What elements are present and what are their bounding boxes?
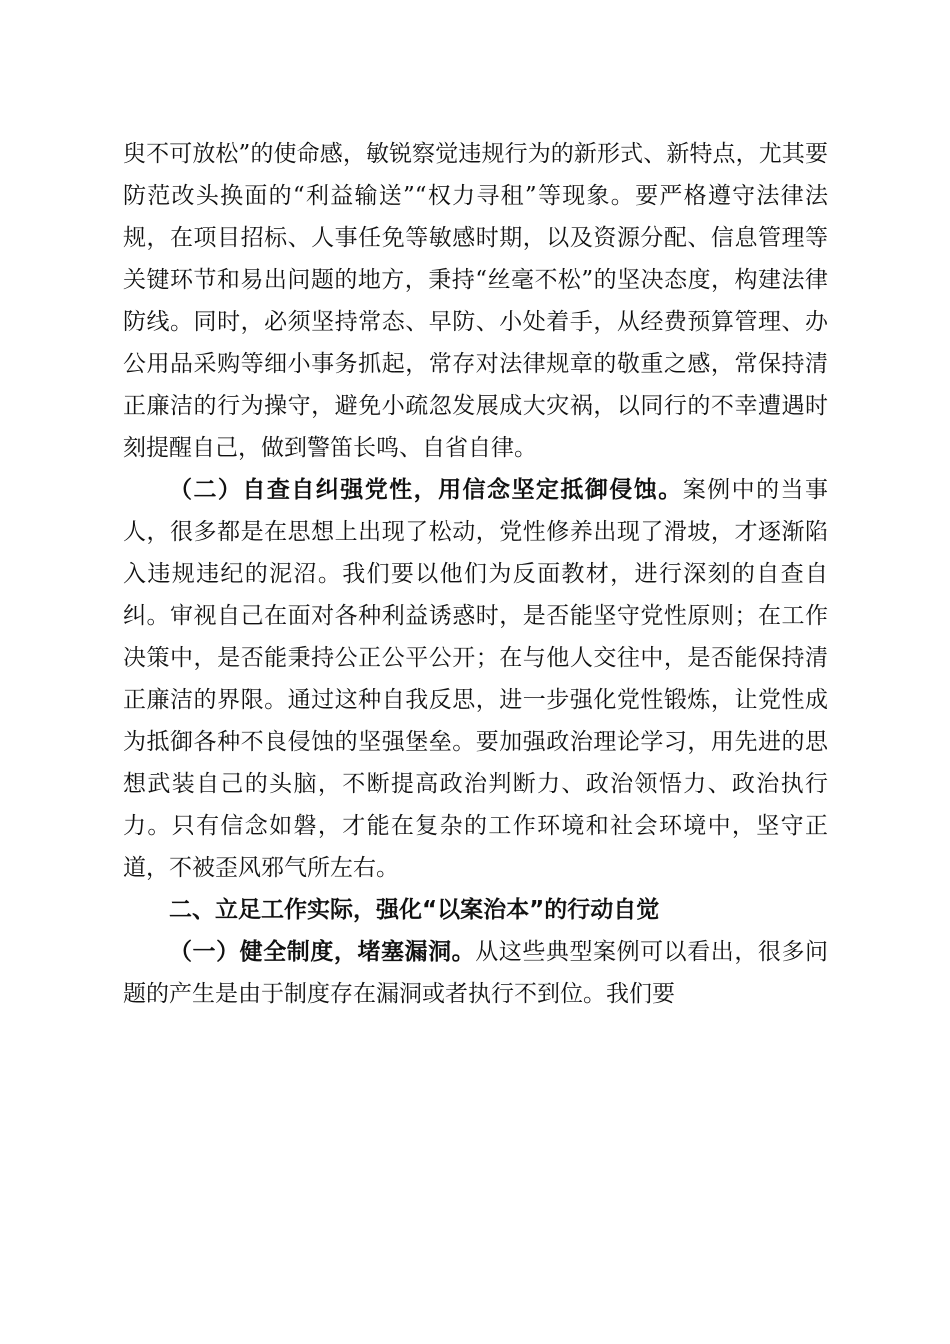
section-heading-two: 二、立足工作实际，强化“以案治本”的行动自觉 — [169, 897, 660, 923]
paragraph-body-improve-system: 从这些典型案例可以看出，很多问题的产生是由于制度存在漏洞或者执行不到位。我们要 — [123, 939, 829, 1007]
paragraph-lead-improve-system: （一）健全制度，堵塞漏洞。 — [169, 938, 476, 965]
paragraph-warning-continued: 臾不可放松”的使命感，敏锐察觉违规行为的新形式、新特点，尤其要防范改头换面的“利益输送”“权力寻租”等现象。要严格遵守法律法规，在项目招标、人事任免等敏感时期，以及资源分配、信息管理等关键环节和易出问题的地方，秉持“丝毫不松”的坚决态度，构建法律防线。同时，必须坚持常态、早防、小处着手，从经费预算管理、办公用品采购等细小事务抓起，常存对法律规章的敬重之感，常保持清正廉洁的行为操守，避免小疏忽发展成大灾祸，以同行的不幸遭遇时刻提醒自己，做到警笛长鸣、自省自律。 — [123, 141, 828, 461]
paragraph-body-self-inspection: 案例中的当事人，很多都是在思想上出现了松动，党性修养出现了滑坡，才逐渐陷入违规违纪的泥沼。我们要以他们为反面教材，进行深刻的自查自纠。审视自己在面对各种利益诱惑时，是否能坚守党性原则；在工作决策中，是否能秉持公正公平公开；在与他人交往中，是否能保持清正廉洁的界限。通过这种自我反思，进一步强化党性锻炼，让党性成为抵御各种不良侵蚀的坚强堡垒。要加强政治理论学习，用先进的思想武装自己的头脑，不断提高政治判断力、政治领悟力、政治执行力。只有信念如磐，才能在复杂的工作环境和社会环境中，坚守正道，不被歪风邪气所左右。 — [123, 477, 829, 881]
document-body — [123, 133, 828, 1015]
paragraph-lead-self-inspection: （二）自查自纠强党性，用信念坚定抵御侵蚀。 — [169, 476, 683, 503]
paragraph-improve-system — [123, 931, 828, 1015]
paragraph-self-inspection — [123, 469, 828, 889]
